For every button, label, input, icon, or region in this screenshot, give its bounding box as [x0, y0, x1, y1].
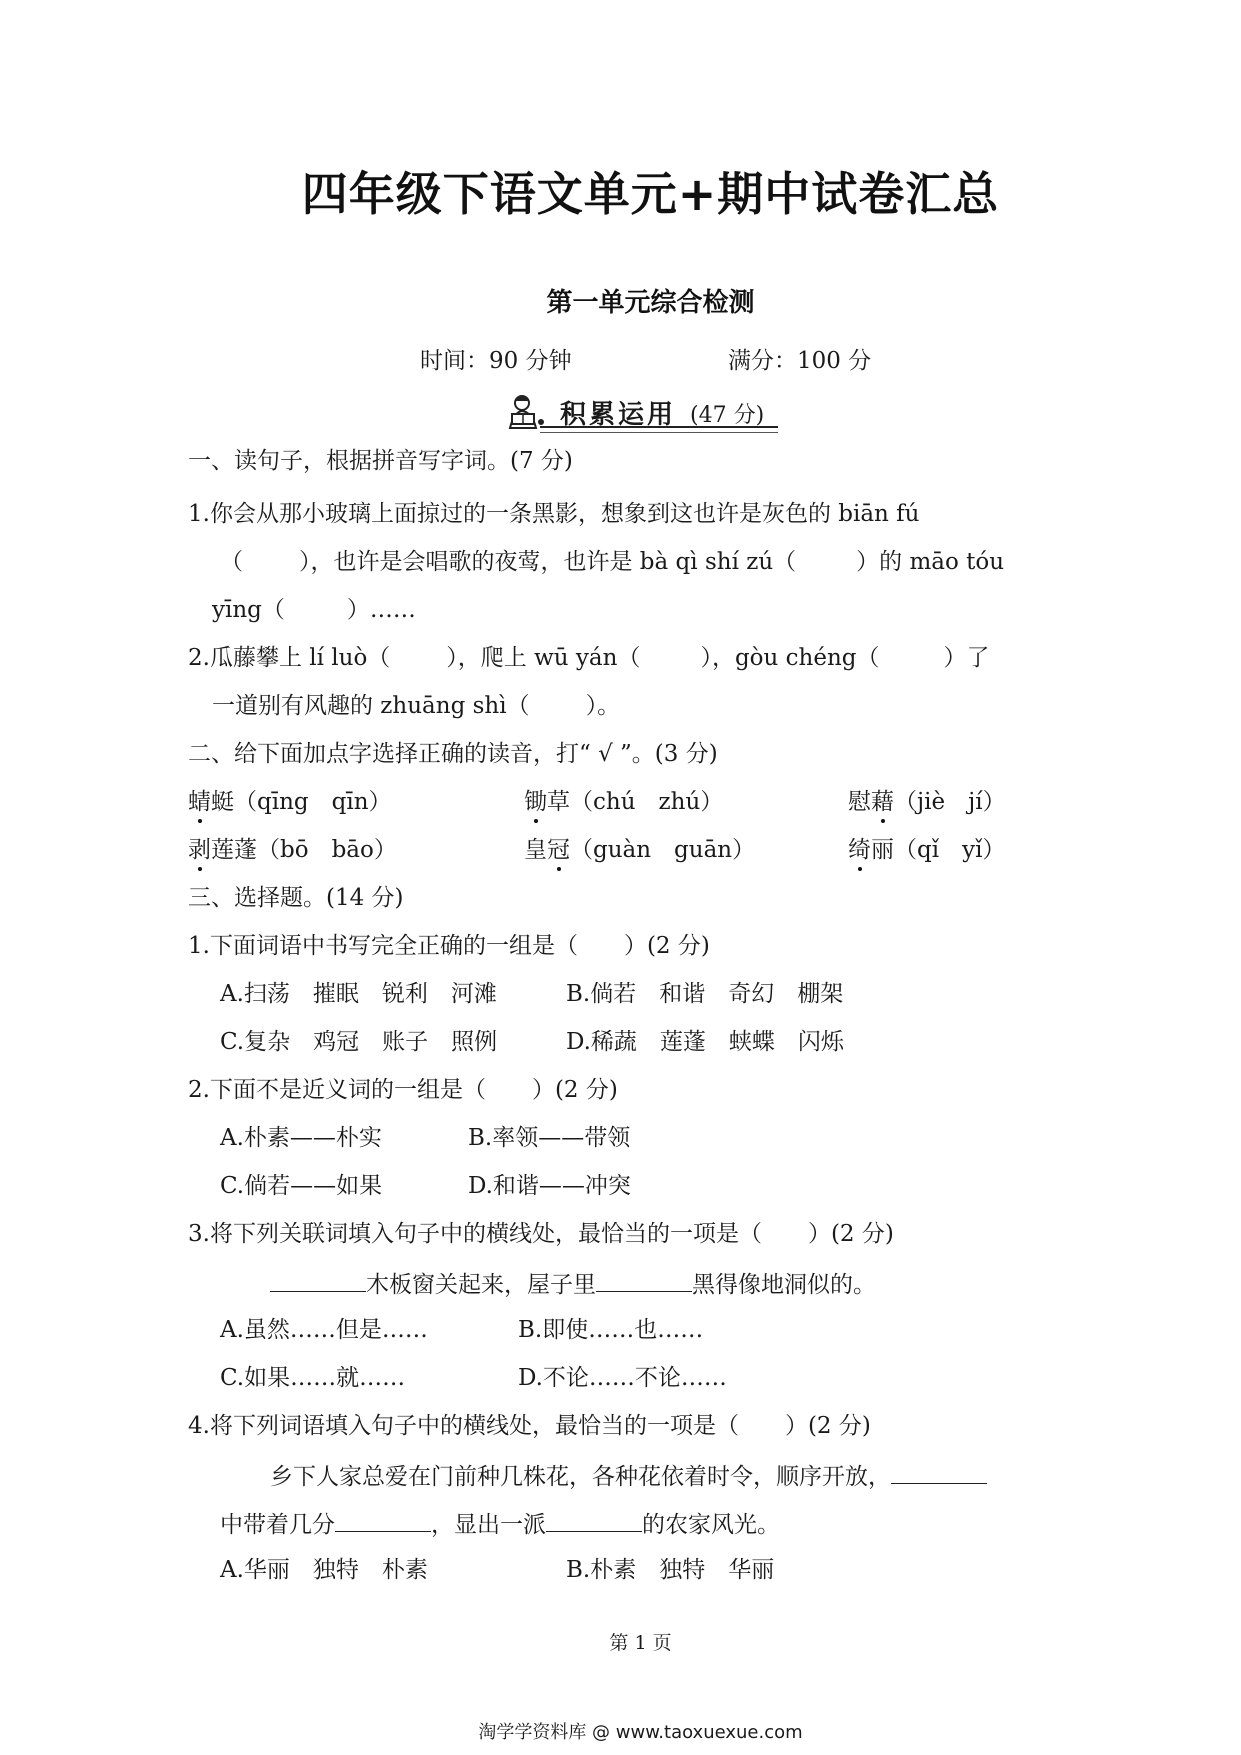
q2-item: 慰藉（jiè jí） [848, 789, 1006, 815]
q3-2-question: 2.下面不是近义词的一组是（ ）(2 分) [188, 1077, 618, 1103]
q3-4-question: 4.将下列词语填入句子中的横线处，最恰当的一项是（ ）(2 分) [188, 1413, 871, 1439]
q3-2-option-a: A.朴素——朴实 [220, 1125, 382, 1151]
q3-1-option-c: C.复杂 鸡冠 账子 照例 [220, 1029, 498, 1055]
q3-3-question: 3.将下列关联词填入句子中的横线处，最恰当的一项是（ ）(2 分) [188, 1221, 894, 1247]
q1-s2-line2: 一道别有风趣的 zhuāng shì（ ）。 [212, 693, 621, 719]
section-banner [500, 392, 790, 432]
q3-3-sentence: 木板窗关起来，屋子里 黑得像地洞似的。 [270, 1271, 876, 1297]
q2-item: 皇冠（guàn guān） [524, 837, 756, 863]
q3-1-question: 1.下面词语中书写完全正确的一组是（ ）(2 分) [188, 933, 710, 959]
q1-s1-line2: （ ），也许是会唱歌的夜莺，也许是 bà qì shí zú（ ）的 māo tóu [220, 549, 1005, 575]
q1-s1-line3: yīng（ ）…… [212, 597, 416, 623]
q3-2-option-c: C.倘若——如果 [220, 1173, 383, 1199]
exam-time: 时间：90 分钟 [420, 348, 572, 374]
q2-heading: 二、给下面加点字选择正确的读音，打“ √ ”。(3 分) [188, 741, 718, 767]
q3-4-sentence-line1: 乡下人家总爱在门前种几株花，各种花依着时令，顺序开放， [270, 1463, 987, 1489]
unit-title: 第一单元综合检测 [546, 288, 755, 318]
q3-4-option-a: A.华丽 独特 朴素 [220, 1557, 428, 1583]
banner-underline [540, 426, 778, 433]
q3-2-option-d: D.和谐——冲突 [468, 1173, 631, 1199]
site-watermark: 淘学学资料库 @ www.taoxuexue.com [478, 1722, 803, 1743]
q3-3-option-c: C.如果……就…… [220, 1365, 406, 1391]
q1-s1-line1: 1.你会从那小玻璃上面掠过的一条黑影，想象到这也许是灰色的 biān fú [188, 501, 920, 527]
q2-item: 蜻蜓（qīng qīn） [188, 789, 392, 815]
exam-full-score: 满分：100 分 [728, 348, 872, 374]
q2-item: 锄草（chú zhú） [524, 789, 724, 815]
q3-4-option-b: B.朴素 独特 华丽 [566, 1557, 775, 1583]
q3-3-option-d: D.不论……不论…… [518, 1365, 727, 1391]
q3-3-option-a: A.虽然……但是…… [220, 1317, 428, 1343]
page-title: 四年级下语文单元+期中试卷汇总 [301, 167, 1000, 221]
q3-1-option-b: B.倘若 和谐 奇幻 棚架 [566, 981, 844, 1007]
section-score: (47 分) [690, 403, 765, 428]
q3-1-option-a: A.扫荡 摧眠 锐利 河滩 [220, 981, 497, 1007]
q3-4-sentence-line2: 中带着几分 ，显出一派 的农家风光。 [220, 1512, 780, 1538]
q3-3-option-b: B.即使……也…… [518, 1317, 704, 1343]
q1-heading: 一、读句子，根据拼音写字词。(7 分) [188, 448, 573, 474]
q2-item: 剥莲蓬（bō bāo） [188, 837, 397, 863]
q1-s2-line1: 2.瓜藤攀上 lí luò（ ），爬上 wū yán（ ），gòu chéng（ ）了 [188, 645, 990, 671]
q3-2-option-b: B.率领——带领 [468, 1125, 631, 1151]
page-number: 第 1 页 [609, 1632, 672, 1654]
q3-1-option-d: D.稀蔬 莲蓬 蛱蝶 闪烁 [566, 1029, 844, 1055]
q3-heading: 三、选择题。(14 分) [188, 885, 404, 911]
q2-item: 绮丽（qǐ yǐ） [848, 837, 1006, 863]
section-title: 积累运用 [560, 400, 677, 430]
